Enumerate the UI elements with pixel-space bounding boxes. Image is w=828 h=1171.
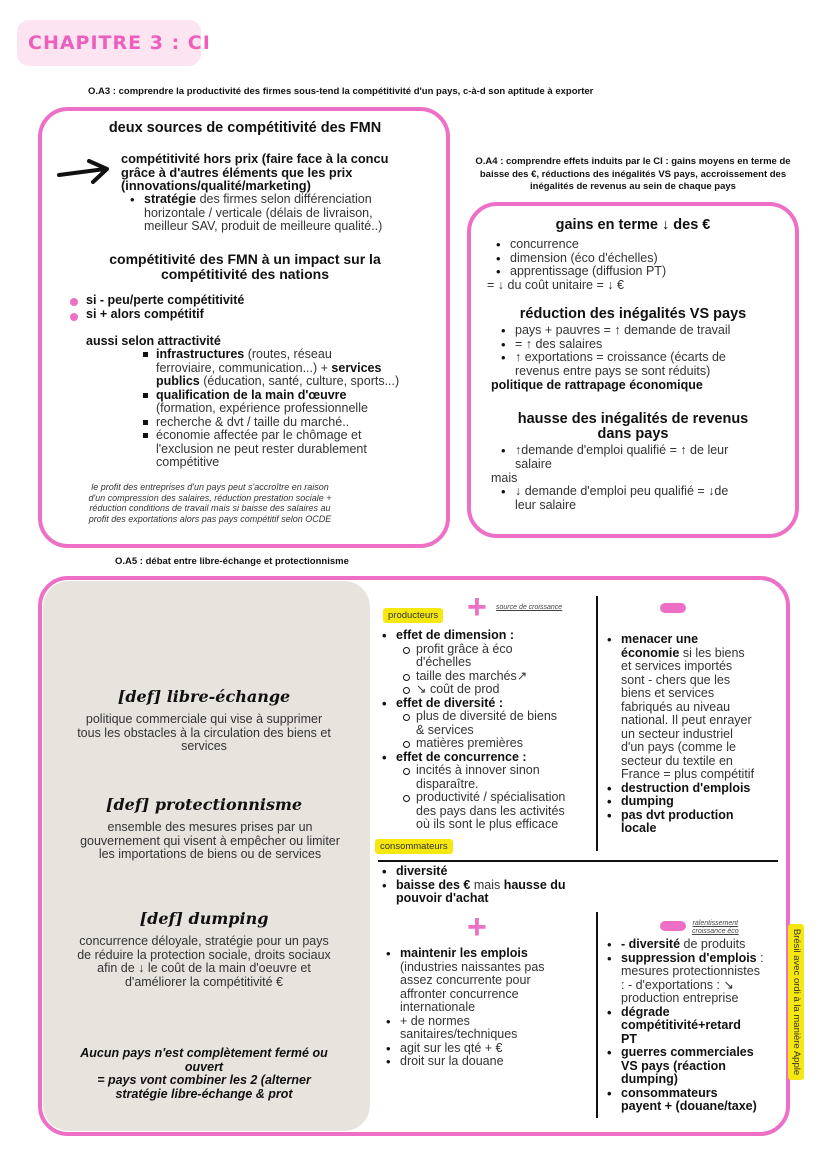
- text: :: [756, 950, 764, 965]
- catch-up-policy: politique de rattrapage économique: [491, 378, 703, 392]
- hors-prix-text: [121, 152, 388, 193]
- text-line: fabriqués au niveau: [621, 699, 731, 714]
- list-item: [605, 1046, 787, 1087]
- list-item: [605, 938, 787, 952]
- text: mais: [470, 877, 504, 892]
- pink-bullet: [70, 313, 78, 321]
- bold-text: stratégie: [144, 192, 197, 206]
- text-line: d'échelles: [416, 655, 472, 669]
- text-line: • ↑demande d'emploi qualifié = ↑ de leur: [515, 443, 729, 457]
- plus-icon: +: [467, 588, 487, 626]
- list-item: • droit sur la douane: [384, 1055, 594, 1069]
- list-item: • apprentissage (diffusion PT): [494, 265, 666, 279]
- text-line: grâce à d'autres éléments que les prix: [121, 164, 353, 180]
- text-line: où ils sont le plus efficace: [416, 817, 559, 831]
- free-trade-drawbacks: [605, 633, 785, 836]
- list-item: • diversité: [380, 865, 595, 879]
- list-item: [140, 429, 440, 470]
- objective-oa5: O.A5 : débat entre libre-échange et protectionnisme: [115, 556, 349, 567]
- text-line: dumping): [621, 1072, 678, 1086]
- text-line: payent + (douane/taxe): [621, 1099, 757, 1113]
- text-line: l'exclusion ne peut rester durablement: [156, 441, 367, 456]
- text-line: locale: [621, 821, 657, 835]
- text-line: tous les obstacles à la circulation des biens et: [77, 725, 331, 740]
- text-line: biens et services: [621, 686, 715, 700]
- text-line: internationale: [400, 1000, 476, 1014]
- text-line: gouvernement qui visent à empêcher ou limiter: [80, 833, 340, 848]
- text-line: national. Il peut enrayer: [621, 713, 752, 727]
- text-line: • ↓ demande d'emploi peu qualifié = ↓de: [515, 484, 729, 498]
- text-line: VS pays (réaction: [621, 1058, 726, 1073]
- text-line: profit des exportations alors pas pays compétitif selon OCDE: [88, 513, 332, 524]
- gains-list: [494, 238, 666, 279]
- text: de produits: [680, 937, 746, 951]
- text-line: • ↑ exportations = croissance (écarts de: [515, 350, 726, 364]
- text: recherche & dvt / taille du marché..: [156, 414, 350, 429]
- text-line: concurrence déloyale, stratégie pour un pays: [79, 934, 329, 948]
- text-line: sont - chers que les: [621, 672, 731, 687]
- text-line: de réduire la protection sociale, droits sociaux: [77, 947, 331, 962]
- def-protectionism-text: [45, 821, 375, 862]
- reduction-list: [499, 324, 730, 378]
- list-item: • = ↑ des salaires: [499, 338, 730, 352]
- list-item: [605, 1006, 787, 1047]
- text: ferroviaire, communication...) +: [156, 360, 328, 375]
- text-line: • consommateurs: [621, 1085, 718, 1100]
- list-item: [400, 643, 595, 670]
- producers-highlight: producteurs: [383, 608, 443, 623]
- ocde-note: [50, 482, 370, 524]
- text-line: affronter concurrence: [400, 986, 519, 1001]
- text-line: horizontale / verticale (délais de livraison,: [144, 205, 373, 220]
- bold-text: - diversité: [621, 937, 681, 951]
- bold-text: • maintenir les emplois: [400, 946, 528, 960]
- list-item: [605, 952, 787, 1006]
- list-item: [499, 485, 789, 512]
- text-line: secteur du textile en: [621, 753, 733, 768]
- text-line: meilleur SAV, produit de meilleure qualité..): [144, 219, 383, 233]
- list-item: [384, 947, 594, 1015]
- text-line: salaire: [515, 456, 552, 471]
- text-line: hausse des inégalités de revenus: [517, 411, 749, 427]
- text-line: revenus entre pays se sont réduits): [515, 363, 711, 378]
- list-item: [499, 444, 789, 471]
- page-title: CHAPITRE 3 : CI: [28, 32, 211, 54]
- si-items: [86, 294, 244, 321]
- text-line: services: [181, 739, 227, 753]
- objective-oa4-line: baisse des €, réductions des inégalités VS pays, accroissement des: [479, 168, 787, 180]
- growth-source-note: source de croissance: [496, 604, 563, 611]
- mais-label: mais: [491, 471, 518, 485]
- list-item: [384, 1015, 594, 1042]
- text-line: des pays dans les activités: [416, 803, 565, 818]
- text-line: disparaître.: [416, 776, 479, 791]
- def-dumping-text: [45, 935, 363, 989]
- bold-text: • menacer une: [621, 632, 699, 646]
- text-line: d'un pays (comme le: [621, 740, 736, 754]
- text-line: • + de normes: [400, 1013, 470, 1028]
- text-line: un secteur industriel: [621, 726, 733, 741]
- text-line: Aucun pays n'est complètement fermé ou: [80, 1046, 328, 1060]
- text-line: économie affectée par le chômage et: [156, 428, 362, 442]
- text-line: réduction conditions de travail mais si baisse des salaires au: [89, 503, 331, 513]
- list-item: [605, 1087, 787, 1114]
- gains-heading: gains en terme ↓ des €: [555, 217, 711, 233]
- list-item: [605, 633, 785, 782]
- bold-text: hausse du: [503, 877, 566, 892]
- list-item: [400, 764, 595, 791]
- text: si les biens: [679, 645, 745, 660]
- list-item: taille des marchés↗: [400, 670, 595, 684]
- text-line: incités à innover sinon: [416, 763, 540, 777]
- list-item: [605, 809, 785, 836]
- text-line: politique commerciale qui vise à supprimer: [85, 712, 323, 726]
- text-line: (industries naissantes pas: [400, 959, 545, 974]
- attractivity-label: aussi selon attractivité: [86, 334, 221, 348]
- text: des firmes selon différenciation: [196, 192, 372, 206]
- text-line: & services: [416, 722, 474, 737]
- effect-diversity-title: • effet de diversité :: [380, 697, 595, 711]
- list-item: • destruction d'emplois: [605, 782, 785, 796]
- text-line: • pas dvt production: [621, 807, 734, 822]
- column-divider: [596, 912, 598, 1118]
- bold-text: publics: [156, 374, 200, 388]
- text-line: sanitaires/techniques: [400, 1027, 518, 1041]
- list-item: • pays + pauvres = ↑ demande de travail: [499, 324, 730, 338]
- def-free-trade-text: [45, 713, 363, 754]
- effect-competition-title: • effet de concurrence :: [380, 751, 595, 765]
- text-line: d'améliorer la compétitivité €: [124, 974, 283, 989]
- gains-result: = ↓ du coût unitaire = ↓ €: [487, 278, 624, 292]
- text-line: profit grâce à éco: [416, 641, 513, 656]
- hausse-heading: [475, 412, 791, 442]
- list-item: [380, 879, 595, 906]
- arrow-icon: [55, 157, 115, 189]
- bold-text: infrastructures: [156, 347, 245, 361]
- text-line: croissance éco: [692, 928, 739, 935]
- list-item: • concurrence: [494, 238, 666, 252]
- list-item: [140, 416, 440, 430]
- minus-icon: [660, 921, 686, 931]
- protectionism-benefits: [384, 947, 594, 1069]
- text-line: leur salaire: [515, 497, 577, 512]
- text-line: PT: [621, 1031, 637, 1046]
- hausse-list-1: [499, 444, 789, 471]
- text-line: afin de ↓ le coût de la main d'oeuvre et: [97, 961, 311, 975]
- text-line: assez concurrente pour: [400, 973, 531, 987]
- list-item: • dimension (éco d'échelles): [494, 252, 666, 266]
- plus-icon: +: [467, 908, 487, 946]
- slowdown-note: [692, 920, 739, 936]
- objective-oa4-line: inégalités de revenus au sein de chaque pays: [530, 181, 736, 192]
- list-item: [140, 389, 440, 416]
- consumers-highlight: consommateurs: [375, 839, 453, 854]
- bold-text: baisse des €: [396, 877, 471, 892]
- objective-oa4-line: O.A4 : comprendre effets induits par le CI : gains moyens en terme de: [475, 156, 791, 167]
- consumer-effects: [380, 865, 595, 906]
- text-line: ralentissement: [692, 920, 739, 927]
- list-item: [400, 710, 595, 737]
- box1-heading: deux sources de compétitivité des FMN: [108, 120, 382, 136]
- reduction-heading: réduction des inégalités VS pays: [519, 306, 747, 322]
- text-line: productivité / spécialisation: [416, 790, 566, 804]
- list-item: matières premières: [400, 737, 595, 751]
- text-line: compétitivité+retard: [621, 1018, 741, 1032]
- protectionism-drawbacks: [605, 938, 787, 1114]
- def-free-trade-title: [def] libre-échange: [117, 687, 291, 706]
- def-dumping-title: [def] dumping: [139, 909, 269, 928]
- text: (éducation, santé, culture, sports...): [199, 374, 400, 388]
- def-protectionism-title: [def] protectionnisme: [105, 795, 303, 814]
- text-line: si - peu/perte compétitivité: [86, 293, 245, 307]
- text-line: France = plus compétitif: [621, 767, 755, 781]
- impact-heading: [60, 252, 430, 282]
- objective-oa3: O.A3 : comprendre la productivité des firmes sous-tend la compétitivité d'un pays, c-à-d son aptitude à exporter: [88, 86, 594, 97]
- text-line: et services importés: [621, 659, 733, 673]
- text-line: ouvert: [184, 1059, 224, 1074]
- attractivity-list: [140, 348, 440, 470]
- text-line: les importations de biens ou de services: [98, 847, 322, 861]
- bold-text: qualification de la main d'œuvre: [156, 387, 347, 402]
- bold-text: économie: [621, 645, 680, 660]
- text-line: dans pays: [597, 426, 669, 442]
- text-line: • dégrade: [621, 1004, 670, 1019]
- text-line: ensemble des mesures prises par un: [107, 820, 313, 834]
- bold-text: pouvoir d'achat: [396, 891, 489, 905]
- text-line: compétitive: [156, 455, 220, 469]
- hausse-list-2: [499, 485, 789, 512]
- text-line: (innovations/qualité/marketing): [121, 178, 311, 193]
- side-note: Brésil avec ordi à la manière Apple: [791, 928, 802, 1076]
- list-item: [140, 348, 440, 389]
- text-line: mesures protectionnistes: [621, 964, 760, 978]
- bold-text: suppression d'emplois: [621, 950, 757, 965]
- minus-icon: [660, 603, 686, 613]
- text-line: plus de diversité de biens: [416, 709, 558, 723]
- text-line: compétitivité hors prix (faire face à la concu: [121, 151, 389, 166]
- pink-bullet: [70, 298, 78, 306]
- list-item: • dumping: [605, 795, 785, 809]
- effect-dimension-title: • effet de dimension :: [380, 629, 595, 643]
- text-line: d'un compression des salaires, réduction prestation sociale +: [88, 492, 332, 503]
- objective-oa4: [458, 156, 808, 194]
- row-divider: [378, 860, 778, 862]
- conclusion-text: [45, 1047, 363, 1101]
- text-line: : - d'exportations : ↘: [621, 977, 734, 992]
- text-line: = pays vont combiner les 2 (alterner: [97, 1073, 311, 1087]
- text-line: • guerres commerciales: [621, 1045, 754, 1059]
- list-item: ↘ coût de prod: [400, 683, 595, 697]
- bold-text: services: [327, 360, 382, 375]
- list-item: [499, 351, 730, 378]
- text-line: compétitivité des FMN à un impact sur la: [109, 251, 381, 267]
- text-line: production entreprise: [621, 991, 739, 1005]
- column-divider: [596, 596, 598, 851]
- text-line: si + alors compétitif: [86, 306, 204, 321]
- text-line: le profit des entreprises d'un pays peut s'accroître en raison: [91, 482, 329, 492]
- text-line: stratégie libre-échange & prot: [115, 1086, 293, 1101]
- producer-effects: [380, 629, 595, 832]
- list-item: [400, 791, 595, 832]
- list-item: • agit sur les qté + €: [384, 1042, 594, 1056]
- text-line: compétitivité des nations: [160, 266, 330, 282]
- text: (routes, réseau: [244, 347, 332, 361]
- text-line: (formation, expérience professionnelle: [156, 401, 368, 415]
